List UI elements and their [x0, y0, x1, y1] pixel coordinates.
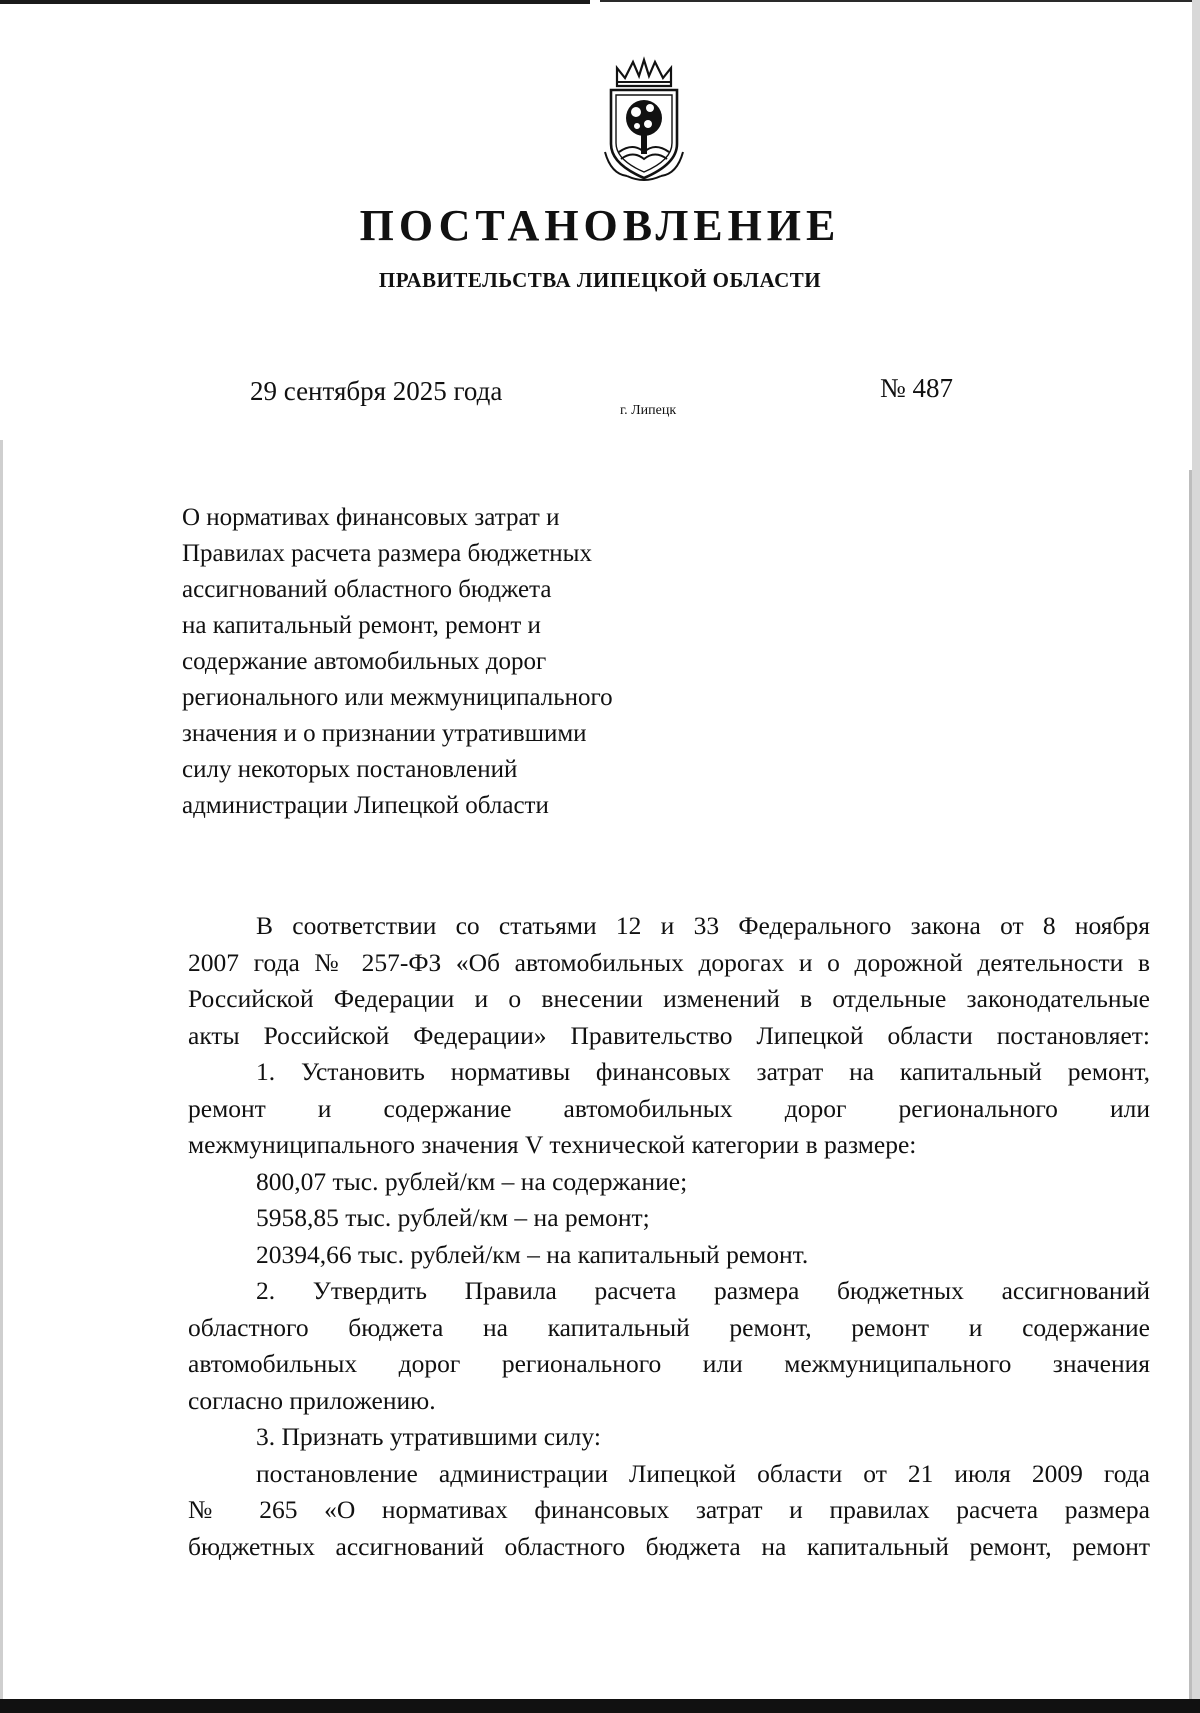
body-line: 20394,66 тыс. рублей/км – на капитальный ремонт.: [256, 1239, 809, 1269]
document-number: № 487: [880, 373, 954, 403]
issuer-title: ПРАВИТЕЛЬСТВА ЛИПЕЦКОЙ ОБЛАСТИ: [378, 268, 822, 292]
body-line: 1. Установить нормативы финансовых затрат на капитальный ремонт,: [256, 1057, 1150, 1086]
body-line: ремонт и содержание автомобильных дорог регионального или: [188, 1093, 1150, 1123]
subject-line: на капитальный ремонт, ремонт и: [182, 612, 541, 639]
body-line: областного бюджета на капитальный ремонт, ремонт и содержание: [188, 1312, 1150, 1342]
document-date: 29 сентября 2025 года: [250, 376, 503, 406]
lipetsk-coat-of-arms-icon: [603, 56, 685, 184]
body-line: бюджетных ассигнований областного бюджета на капитальный ремонт, ремонт: [188, 1531, 1150, 1561]
body-line: согласно приложению.: [188, 1385, 436, 1415]
subject-line: силу некоторых постановлений: [182, 756, 518, 783]
body-line: 2007 года № 257-ФЗ «Об автомобильных дорогах и о дорожной деятельности в: [188, 947, 1150, 977]
body-line: межмуниципального значения V технической категории в размере:: [188, 1130, 917, 1159]
body-line: постановление администрации Липецкой области от 21 июля 2009 года: [256, 1458, 1150, 1488]
scan-edge-bottom: [0, 1699, 1200, 1713]
scan-edge-left: [0, 440, 3, 1700]
subject-line: ассигнований областного бюджета: [182, 576, 552, 603]
body-line: 2. Утвердить Правила расчета размера бюджетных ассигнований: [256, 1276, 1150, 1305]
document-city: г. Липецк: [620, 403, 677, 418]
subject-line: О нормативах финансовых затрат и: [182, 504, 560, 531]
scan-edge-right-inner: [1189, 470, 1192, 1710]
body-line: Российской Федерации и о внесении изменений в отдельные законодательные: [188, 984, 1150, 1013]
subject-line: регионального или межмуниципального: [182, 684, 613, 711]
scan-edge-right: [1192, 0, 1200, 1713]
body-line: автомобильных дорог регионального или межмуниципального значения: [188, 1349, 1150, 1378]
body-line: № 265 «О нормативах финансовых затрат и правилах расчета размера: [188, 1495, 1150, 1524]
subject-line: Правилах расчета размера бюджетных: [182, 540, 592, 567]
body-line: акты Российской Федерации» Правительство Липецкой области постановляет:: [188, 1020, 1150, 1050]
document-type-title: ПОСТАНОВЛЕНИЕ: [359, 201, 841, 250]
body-line: 3. Признать утратившими силу:: [256, 1422, 601, 1451]
document-body: [188, 908, 1150, 1565]
subject-line: значения и о признании утратившими: [182, 720, 587, 747]
body-line: В соответствии со статьями 12 и 33 Федерального закона от 8 ноября: [256, 911, 1150, 940]
document-subject: [182, 500, 742, 824]
scan-edge-top: [0, 0, 590, 4]
subject-line: администрации Липецкой области: [182, 792, 549, 819]
body-line: 5958,85 тыс. рублей/км – на ремонт;: [256, 1203, 650, 1232]
body-line: 800,07 тыс. рублей/км – на содержание;: [256, 1166, 688, 1196]
subject-line: содержание автомобильных дорог: [182, 648, 547, 675]
scan-edge-top-right: [600, 0, 1200, 2]
